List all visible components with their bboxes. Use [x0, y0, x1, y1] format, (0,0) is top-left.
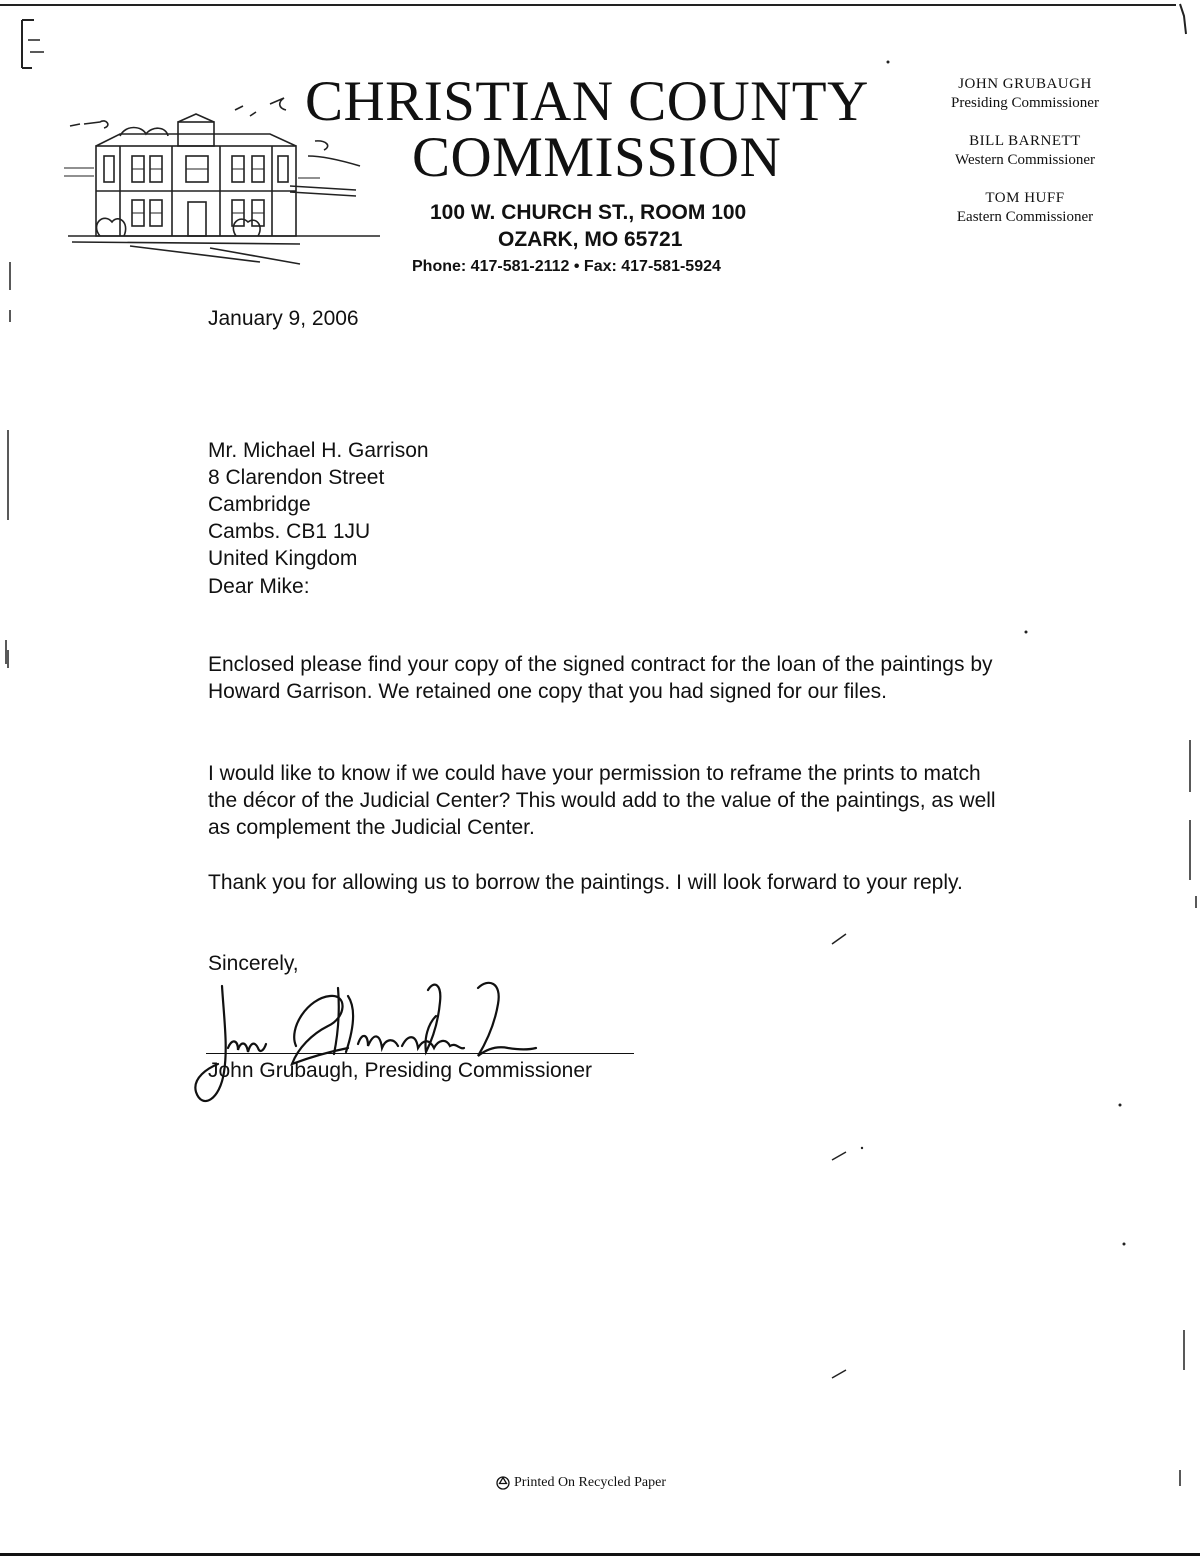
- body-paragraph-2: I would like to know if we could have your permission to reframe the prints to match the décor of the Judicial Center? This would add to the value of the paintings, as well as complement the Judicial Center.: [208, 762, 996, 839]
- handwritten-signature: [188, 968, 548, 1118]
- commissioner-name: JOHN GRUBAUGH: [958, 76, 1092, 92]
- commissioner-name: BILL BARNETT: [969, 133, 1081, 149]
- commissioners-list: [930, 74, 1120, 245]
- signer-name-title: John Grubaugh, Presiding Commissioner: [208, 1059, 593, 1082]
- letterhead-phone-fax: Phone: 417-581-2112 • Fax: 417-581-5924: [412, 258, 721, 275]
- commissioner-title: Eastern Commissioner: [956, 209, 1094, 225]
- footer-text: Printed On Recycled Paper: [514, 1475, 667, 1490]
- commissioner-entry: [930, 131, 1120, 169]
- recipient-country: United Kingdom: [208, 547, 358, 570]
- recipient-name: Mr. Michael H. Garrison: [208, 439, 429, 462]
- salutation: Dear Mike:: [208, 575, 310, 598]
- closing: Sincerely,: [208, 952, 299, 975]
- letterhead-title-line1: CHRISTIAN COUNTY: [305, 70, 869, 133]
- letter-date: January 9, 2006: [208, 307, 359, 330]
- body-paragraph-1: Enclosed please find your copy of the signed contract for the loan of the paintings by Howard Garrison. We retained one copy that you had signed for our files.: [208, 653, 993, 703]
- letterhead-address-line1: 100 W. CHURCH ST., ROOM 100: [430, 201, 747, 224]
- letterhead-title-line2: COMMISSION: [412, 126, 782, 189]
- body-paragraph-3: Thank you for allowing us to borrow the paintings. I will look forward to your reply.: [208, 871, 963, 894]
- recipient-street: 8 Clarendon Street: [208, 466, 385, 489]
- commissioner-title: Western Commissioner: [954, 152, 1096, 168]
- recipient-city: Cambridge: [208, 493, 311, 516]
- footer: [496, 1475, 666, 1491]
- recycle-icon: [496, 1476, 510, 1490]
- commissioner-name: TOM HUFF: [985, 190, 1065, 206]
- commissioner-entry: [930, 188, 1120, 226]
- letterhead-address-line2: OZARK, MO 65721: [498, 228, 683, 251]
- recipient-postcode: Cambs. CB1 1JU: [208, 520, 371, 543]
- recipient-address: [208, 437, 429, 572]
- commissioner-title: Presiding Commissioner: [951, 95, 1099, 111]
- commissioner-entry: [930, 74, 1120, 112]
